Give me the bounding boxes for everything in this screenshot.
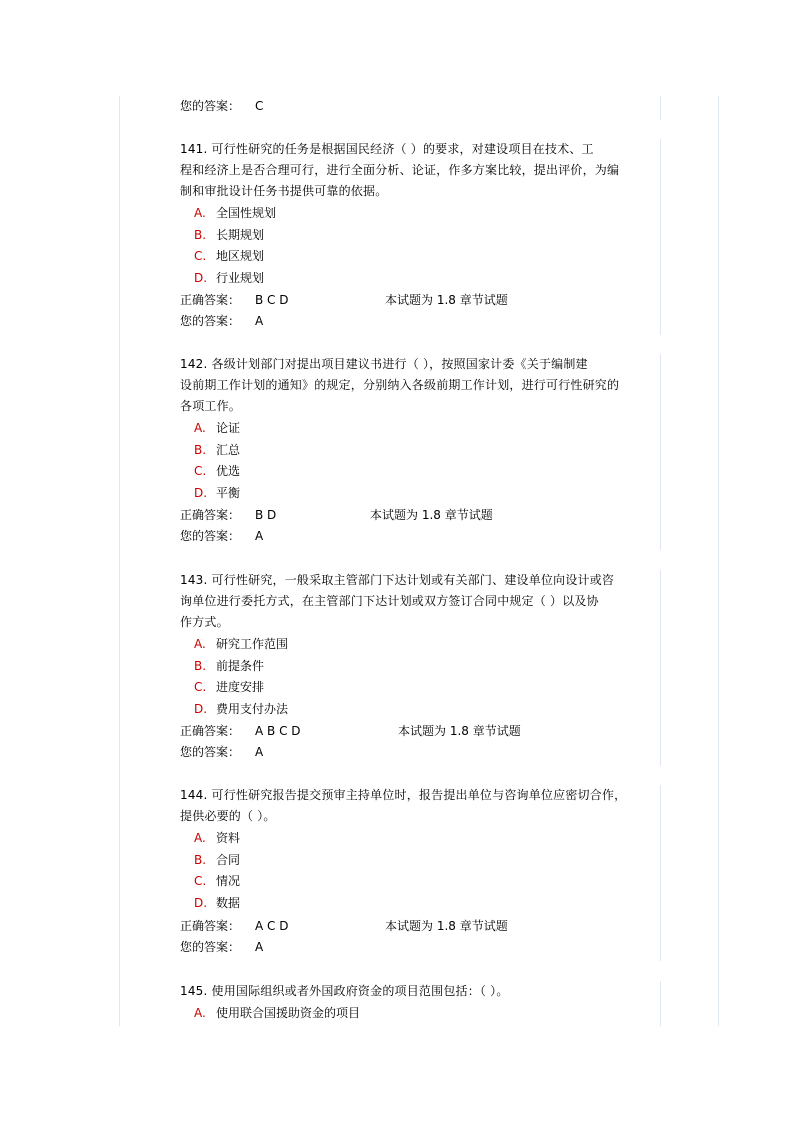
option-text: 前提条件 bbox=[216, 659, 265, 673]
option-letter: D. bbox=[194, 896, 208, 910]
option-text: 行业规划 bbox=[216, 271, 265, 285]
option-text: 全国性规划 bbox=[216, 206, 277, 220]
correct-answer-label: 正确答案： bbox=[180, 508, 241, 522]
question-text-line: 141. 可行性研究的任务是根据国民经济（ ）的要求，对建设项目在技术、工 bbox=[180, 142, 594, 156]
option-text: 费用支付办法 bbox=[216, 702, 289, 716]
your-answer-value: A bbox=[255, 745, 264, 759]
option-text: 研究工作范围 bbox=[216, 637, 289, 651]
your-answer-label: 您的答案： bbox=[180, 314, 241, 328]
your-answer-label: 您的答案： bbox=[180, 99, 241, 113]
option-letter: D. bbox=[194, 702, 208, 716]
question-text-line: 142. 各级计划部门对提出项目建议书进行（ ），按照国家计委《关于编制建 bbox=[180, 357, 588, 371]
correct-answer-label: 正确答案： bbox=[180, 293, 241, 307]
option-text: 进度安排 bbox=[216, 680, 265, 694]
option-letter: A. bbox=[194, 206, 206, 220]
option-letter: B. bbox=[194, 443, 207, 457]
page-border-right bbox=[718, 96, 719, 1026]
correct-answer-value: B C D bbox=[255, 293, 289, 307]
option-letter: B. bbox=[194, 853, 207, 867]
question-text-line: 设前期工作计划的通知》的规定，分别纳入各级前期工作计划，进行可行性研究的 bbox=[180, 378, 620, 392]
page-border-left bbox=[119, 96, 120, 1026]
option-letter: D. bbox=[194, 486, 208, 500]
prev-answer-block bbox=[180, 96, 661, 120]
score-info: 本试题为 1.8 章节试题 bbox=[385, 919, 508, 933]
option-letter: A. bbox=[194, 421, 206, 435]
your-answer-value: A bbox=[255, 529, 264, 543]
option-text: 情况 bbox=[216, 874, 241, 888]
option-text: 平衡 bbox=[216, 486, 241, 500]
option-text: 数据 bbox=[216, 896, 241, 910]
option-letter: A. bbox=[194, 637, 206, 651]
correct-answer-label: 正确答案： bbox=[180, 724, 241, 738]
option-text: 地区规划 bbox=[216, 249, 265, 263]
question-141 bbox=[180, 139, 661, 335]
question-142 bbox=[180, 354, 661, 550]
option-letter: B. bbox=[194, 659, 207, 673]
question-145 bbox=[180, 981, 661, 1026]
option-text: 汇总 bbox=[216, 443, 241, 457]
score-info: 本试题为 1.8 章节试题 bbox=[370, 508, 493, 522]
question-text-line: 143. 可行性研究，一般采取主管部门下达计划或有关部门、建设单位向设计或咨 bbox=[180, 573, 615, 587]
option-letter: D. bbox=[194, 271, 208, 285]
your-answer-label: 您的答案： bbox=[180, 529, 241, 543]
option-text: 长期规划 bbox=[216, 228, 265, 242]
question-143 bbox=[180, 570, 661, 766]
option-text: 优选 bbox=[216, 464, 241, 478]
question-text-line: 作方式。 bbox=[180, 615, 229, 629]
correct-answer-value: A C D bbox=[255, 919, 289, 933]
correct-answer-value: A B C D bbox=[255, 724, 301, 738]
your-answer-value: C bbox=[255, 99, 264, 113]
question-text-line: 145. 使用国际组织或者外国政府资金的项目范围包括：（ ）。 bbox=[180, 984, 509, 998]
question-text-line: 程和经济上是否合理可行，进行全面分析、论证，作多方案比较，提出评价，为编 bbox=[180, 163, 620, 177]
option-letter: A. bbox=[194, 1006, 206, 1020]
option-letter: C. bbox=[194, 464, 207, 478]
option-letter: C. bbox=[194, 874, 207, 888]
option-text: 资料 bbox=[216, 831, 241, 845]
score-info: 本试题为 1.8 章节试题 bbox=[398, 724, 521, 738]
correct-answer-label: 正确答案： bbox=[180, 919, 241, 933]
option-text: 论证 bbox=[216, 421, 241, 435]
question-text-line: 提供必要的（ ）。 bbox=[180, 809, 276, 823]
your-answer-label: 您的答案： bbox=[180, 745, 241, 759]
question-text-line: 各项工作。 bbox=[180, 399, 242, 413]
your-answer-value: A bbox=[255, 940, 264, 954]
option-letter: B. bbox=[194, 228, 207, 242]
question-text-line: 144. 可行性研究报告提交预审主持单位时，报告提出单位与咨询单位应密切合作， bbox=[180, 788, 627, 802]
option-letter: A. bbox=[194, 831, 206, 845]
option-text: 合同 bbox=[216, 853, 241, 867]
correct-answer-value: B D bbox=[255, 508, 277, 522]
option-letter: C. bbox=[194, 249, 207, 263]
your-answer-value: A bbox=[255, 314, 264, 328]
your-answer-label: 您的答案： bbox=[180, 940, 241, 954]
option-letter: C. bbox=[194, 680, 207, 694]
option-text: 使用联合国援助资金的项目 bbox=[216, 1006, 361, 1020]
question-text-line: 制和审批设计任务书提供可靠的依据。 bbox=[180, 184, 388, 198]
question-text-line: 询单位进行委托方式，在主管部门下达计划或双方签订合同中规定（ ）以及协 bbox=[180, 594, 599, 608]
question-144 bbox=[180, 785, 661, 961]
score-info: 本试题为 1.8 章节试题 bbox=[385, 293, 508, 307]
